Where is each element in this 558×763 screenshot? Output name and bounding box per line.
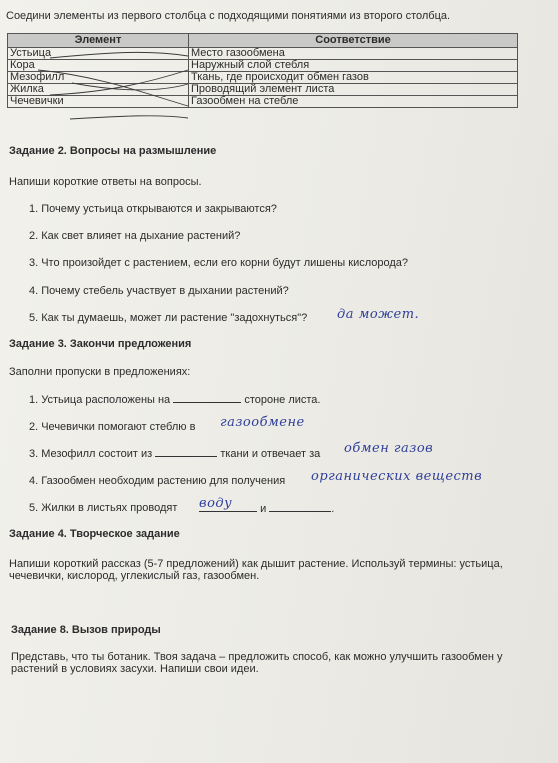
sentence-3: 3. Мезофилл состоит из ткани и отвечает за bbox=[29, 448, 321, 460]
answer-5-handwritten: да может. bbox=[337, 307, 420, 322]
blank-field bbox=[199, 502, 257, 512]
sentence-1: 1. Устьица расположены на стороне листа. bbox=[29, 394, 321, 406]
table-row bbox=[8, 48, 518, 60]
question-5: 5. Как ты думаешь, может ли растение "задохнуться"? bbox=[29, 312, 308, 324]
element-cell: Устьица bbox=[8, 48, 189, 60]
task8-text-line1: Представь, что ты ботаник. Твоя задача – предложить способ, как можно улучшить газообмен у bbox=[11, 651, 503, 663]
match-cell: Проводящий элемент листа bbox=[189, 84, 518, 96]
sentence-2: 2. Чечевички помогают стеблю в bbox=[29, 421, 196, 433]
table-row bbox=[8, 60, 518, 72]
question-3: 3. Что произойдет с растением, если его корни будут лишены кислорода? bbox=[29, 257, 409, 269]
blank-field bbox=[173, 393, 241, 403]
table-row bbox=[8, 72, 518, 84]
task4-title: Задание 4. Творческое задание bbox=[9, 528, 180, 540]
match-line bbox=[70, 116, 188, 119]
task4-text-line1: Напиши короткий рассказ (5-7 предложений) как дышит растение. Используй термины: устьица, bbox=[9, 558, 503, 570]
column-header-element: Элемент bbox=[8, 34, 189, 48]
question-2: 2. Как свет влияет на дыхание растений? bbox=[29, 230, 241, 242]
task2-intro: Напиши короткие ответы на вопросы. bbox=[9, 176, 202, 188]
element-cell: Кора bbox=[8, 60, 189, 72]
question-1: 1. Почему устьица открываются и закрываются? bbox=[29, 203, 277, 215]
match-cell: Наружный слой стебля bbox=[189, 60, 518, 72]
table-row bbox=[8, 96, 518, 108]
sentence-5-rest: и . bbox=[199, 502, 334, 516]
column-header-match: Соответствие bbox=[189, 34, 518, 48]
answer-s3-handwritten: обмен газов bbox=[344, 441, 434, 456]
task3-intro: Заполни пропуски в предложениях: bbox=[9, 366, 191, 378]
sentence-4: 4. Газообмен необходим растению для получения bbox=[29, 475, 286, 487]
blank-field bbox=[269, 502, 331, 512]
blank-field bbox=[155, 447, 217, 457]
sentence-5: 5. Жилки в листьях проводят bbox=[29, 502, 178, 514]
task4-text-line2: чечевички, кислород, углекислый газ, газообмен. bbox=[9, 570, 260, 582]
task2-title: Задание 2. Вопросы на размышление bbox=[9, 145, 217, 157]
answer-s4-handwritten: органических веществ bbox=[311, 469, 483, 484]
task8-text-line2: растений в условиях засухи. Напиши свои идеи. bbox=[11, 663, 259, 675]
match-cell: Газообмен на стебле bbox=[189, 96, 518, 108]
answer-s5-handwritten: воду bbox=[199, 496, 233, 511]
answer-s2-handwritten: газообмене bbox=[220, 415, 305, 430]
element-cell: Жилка bbox=[8, 84, 189, 96]
match-cell: Ткань, где происходит обмен газов bbox=[189, 72, 518, 84]
question-4: 4. Почему стебель участвует в дыхании растений? bbox=[29, 285, 289, 297]
matching-table bbox=[7, 33, 518, 108]
match-cell: Место газообмена bbox=[189, 48, 518, 60]
task8-title: Задание 8. Вызов природы bbox=[11, 624, 161, 636]
element-cell: Чечевички bbox=[8, 96, 189, 108]
table-row bbox=[8, 84, 518, 96]
task3-title: Задание 3. Закончи предложения bbox=[9, 338, 192, 350]
element-cell: Мезофилл bbox=[8, 72, 189, 84]
instruction-text: Соедини элементы из первого столбца с подходящими понятиями из второго столбца. bbox=[6, 10, 451, 22]
